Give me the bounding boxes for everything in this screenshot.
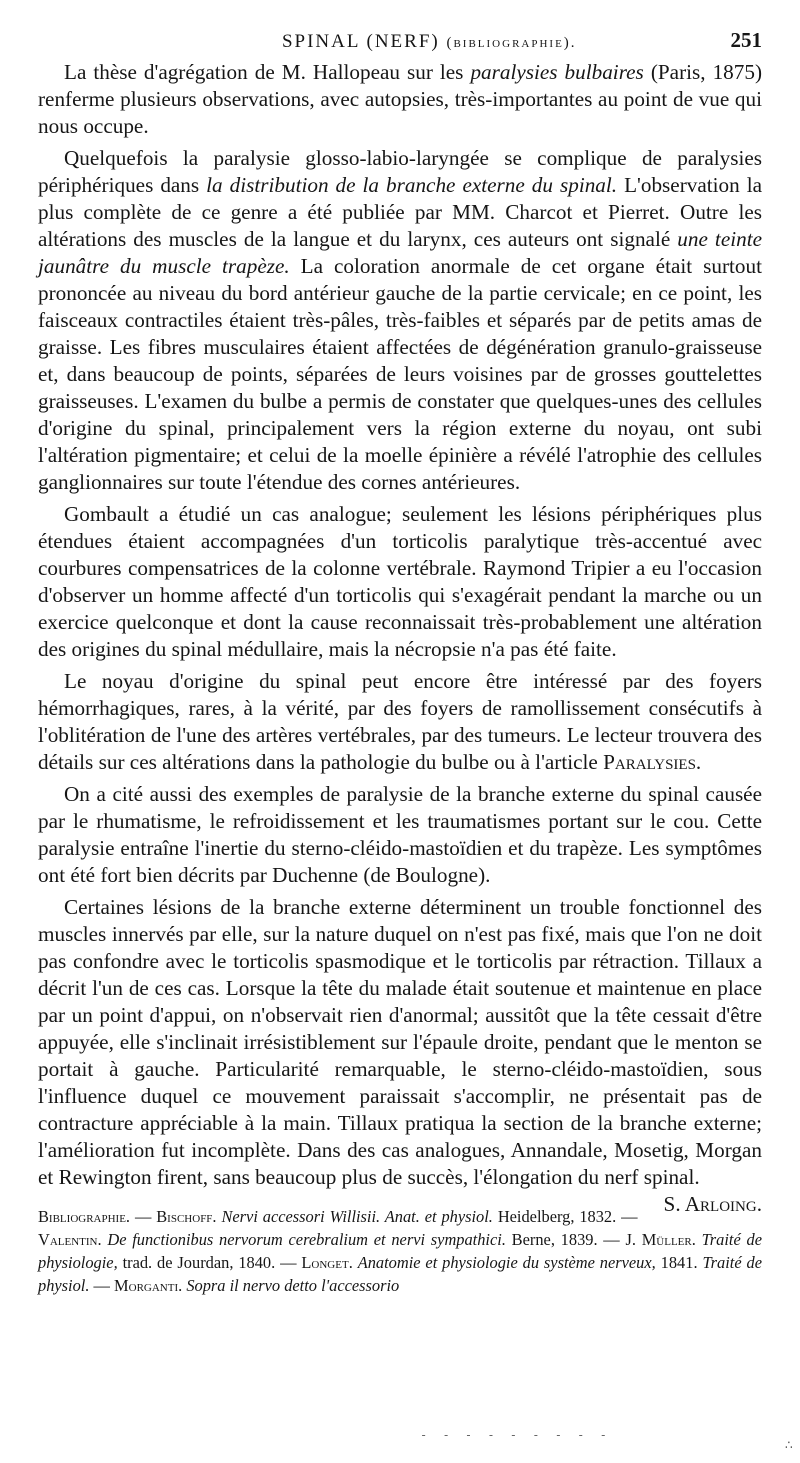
body-text	[38, 59, 763, 1216]
small-caps-span: Bibliographie.	[38, 1207, 131, 1226]
page-number: 251	[730, 28, 762, 52]
small-caps-span: Müller.	[641, 1230, 696, 1249]
text-span: La coloration anormale de cet organe était surtout prononcée au niveau du bord antérieur gauche de la partie cervicale; en ce point, les faisceaux contractiles étaient très-pâles, très-faibles et séparés par de petits amas de graisse. Les fibres musculaires étaient affectées de dégénération granulo-graisseuse et, dans beaucoup de points, séparées de leurs voisines par de grosses gouttelettes graisseuses. L'examen du bulbe a permis de constater que quelques-unes des cellules d'origine du spinal, principalement vers la région externe du noyau, ont subi l'altération pigmentaire; et celui de la moelle épinière a révélé l'atrophie des cellules ganglionnaires sur toute l'étendue des cornes antérieures.	[38, 254, 762, 494]
text-span: La thèse d'agrégation de M. Hallopeau sur les	[64, 60, 471, 84]
running-head-title	[128, 31, 731, 53]
small-caps-span: Morganti.	[114, 1276, 183, 1295]
header-subtitle: (bibliographie).	[446, 35, 577, 51]
text-span: —	[89, 1276, 115, 1295]
paragraph	[38, 501, 762, 663]
italic-span: paralysies bulbaires	[470, 60, 644, 84]
italic-span: Nervi accessori Willisii. Anat. et physiol.	[221, 1207, 493, 1226]
italic-span: De functionibus nervorum cerebralium et nervi sympathici.	[107, 1230, 506, 1249]
text-span: (Paris, 1875) renferme plusieurs observations, avec autopsies, très-importantes au point de vue qui nous occupe.	[38, 60, 762, 138]
small-caps-span: Paralysies.	[603, 750, 702, 774]
small-caps-span: Valentin.	[38, 1230, 102, 1249]
paragraph	[38, 781, 762, 889]
text-span: On a cité aussi des exemples de paralysie de la branche externe du spinal causée par le rhumatisme, le refroidissement et les traumatismes portant sur le cou. Cette paralysie entraîne l'inertie du sterno-cléido-mastoïdien et du trapèze. Les symptômes ont été fort bien décrits par Duchenne (de Boulogne).	[38, 782, 762, 887]
text-span: Gombault a étudié un cas analogue; seulement les lésions périphériques plus étendues étaient accompagnées d'un torticolis paralytique très-accentué avec courbures compensatrices de la colonne vertébrale. Raymond Tripier a eu l'occasion d'observer un homme affecté d'un torticolis qui s'exagérait pendant la marche ou un exercice quelconque et dont la cause reconnaissait très-probablement une altération des origines du spinal médullaire, mais la nécropsie n'a pas été faite.	[38, 502, 762, 661]
running-head-text	[38, 31, 731, 53]
paragraph	[38, 59, 762, 140]
text-span: trad. de Jourdan, 1840. —	[117, 1253, 302, 1272]
paragraph	[38, 668, 762, 776]
bibliography	[38, 1205, 762, 1297]
text-span: Heidelberg, 1832. —	[492, 1207, 638, 1226]
text-span: L'observation la plus complète de ce genre a été publiée par MM. Charcot et Pierret. Outre les altérations des muscles de la langue et du larynx, ces auteurs ont signalé	[38, 173, 763, 251]
text-span: 1841.	[655, 1253, 703, 1272]
italic-span: la distribution de la branche externe du spinal.	[206, 173, 618, 197]
author-signature: S. Arloing.	[663, 1192, 762, 1216]
text-span: Certaines lésions de la branche externe déterminent un trouble fonctionnel des muscles innervés par elle, sur la nature duquel on n'est pas fixé, mais que l'on ne doit pas confondre avec le torticolis spasmodique et le torticolis par rétraction. Tillaux a décrit l'un de ces cas. Lorsque la tête du malade était soutenue et maintenue en place par un point d'appui, on n'observait rien d'anormal; aussitôt que la tête cessait d'être appuyée, elle s'inclinait irrésistiblement sur l'épaule droite, pendant que le menton se portait à gauche. Particularité remarquable, le sterno-cléido-mastoïdien, sous l'influence duquel ce mouvement paraissait s'accomplir, ne présentait pas de contracture appréciable à la main. Tillaux pratiqua la section de la branche externe; l'amélioration fut incomplète. Dans des cas analogues, Annandale, Mosetig, Morgan et Rewington firent, sans beaucoup plus de succès, l'élongation du nerf spinal.	[38, 895, 762, 1189]
text-span: Berne, 1839. — J.	[505, 1230, 642, 1249]
paragraph	[38, 145, 762, 496]
corner-mark: ∴	[785, 1438, 793, 1452]
text-span: Quelquefois la paralysie glosso-labio-laryngée se complique de paralysies périphériques dans	[38, 146, 762, 197]
italic-span: Anatomie et physiologie du système nerveux,	[357, 1253, 656, 1272]
paragraph	[38, 894, 762, 1216]
small-caps-span: Longet.	[301, 1253, 353, 1272]
italic-span: Sopra il nervo detto l'accessorio	[186, 1276, 400, 1295]
header-title: SPINAL (NERF)	[281, 31, 440, 52]
italic-span: une teinte jaunâtre du muscle trapèze.	[38, 227, 762, 278]
bottom-marks: - - - - - - - - -	[420, 1428, 611, 1442]
small-caps-span: Bischoff.	[156, 1207, 217, 1226]
italic-span: Traité de physiol.	[38, 1253, 762, 1295]
text-span: Le noyau d'origine du spinal peut encore être intéressé par des foyers hémorrhagiques, rares, à la vérité, par des foyers de ramollissement consécutifs à l'oblitération de l'une des artères vertébrales, par des tumeurs. Le lecteur trouvera des détails sur ces altérations dans la pathologie du bulbe ou à l'article	[38, 669, 762, 774]
text-span: —	[130, 1207, 157, 1226]
italic-span: Traité de physiologie,	[38, 1230, 762, 1272]
running-head	[38, 28, 762, 53]
